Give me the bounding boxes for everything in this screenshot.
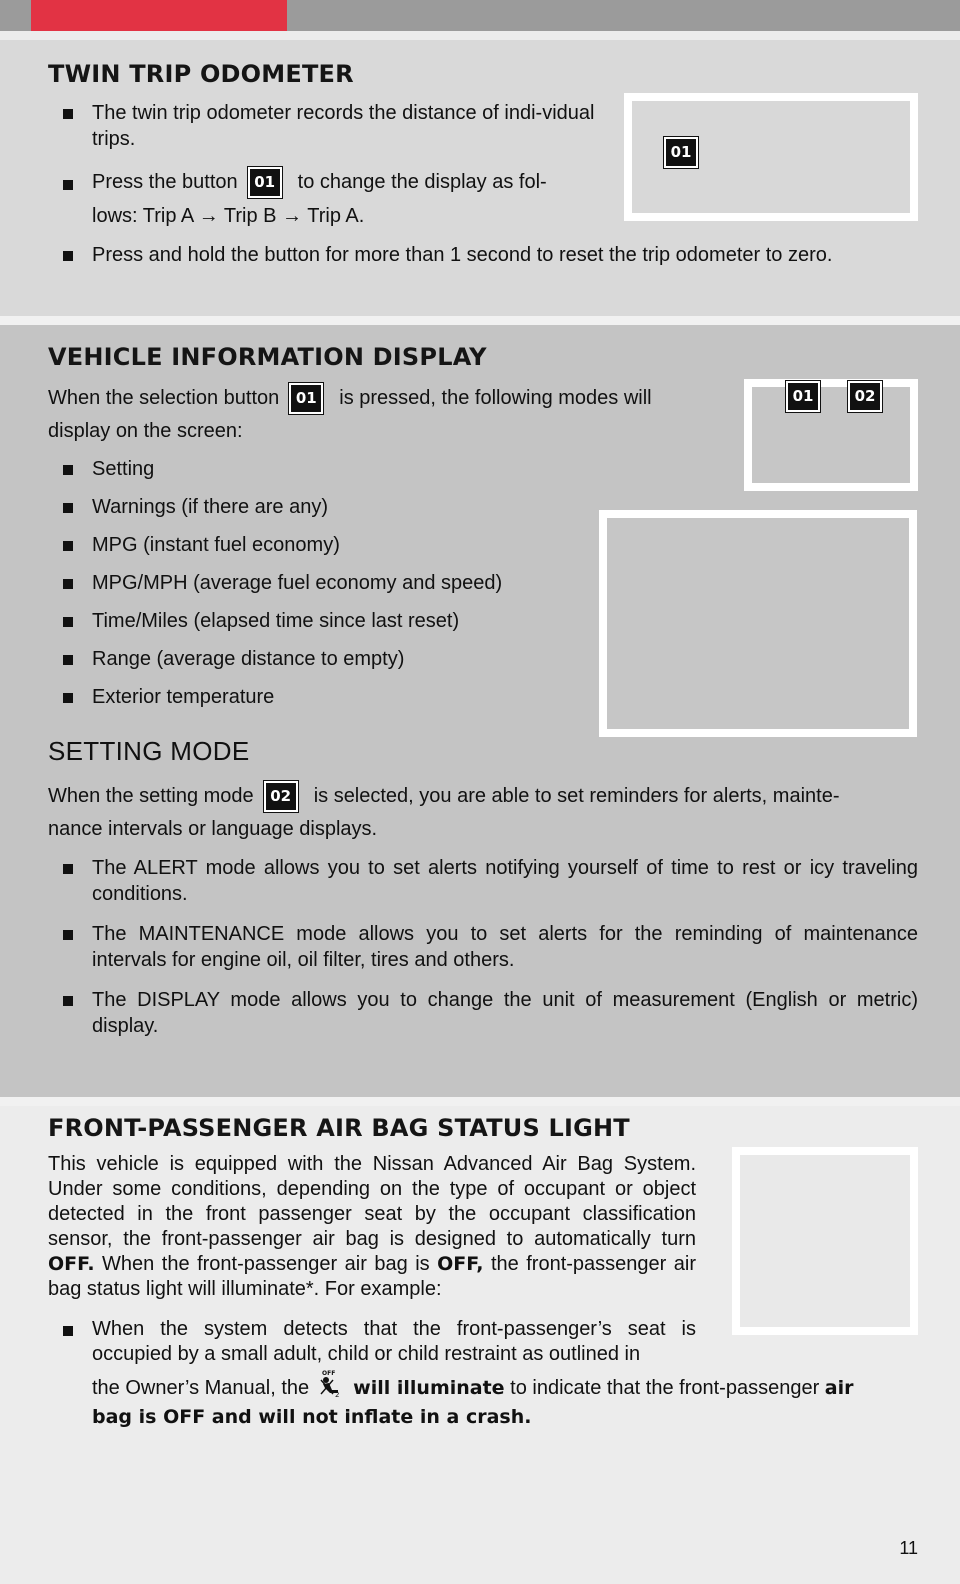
airbag-off-icon: [317, 1368, 343, 1409]
callout-02-badge: 02: [848, 381, 882, 412]
list-item: MPG (instant fuel economy): [58, 532, 340, 558]
callout-01-badge: 01: [664, 137, 698, 168]
list-item: Range (average distance to empty): [58, 646, 404, 672]
section-airbag: [0, 1106, 960, 1584]
bullet-icon: [63, 180, 73, 190]
list-item: The MAINTENANCE mode allows you to set alerts for the reminding of maintenance intervals for engine oil, oil filter, tires and others.: [58, 921, 918, 973]
bullet-icon: [63, 996, 73, 1006]
list-item: Exterior temperature: [58, 684, 274, 710]
intro-text: When the selection button 01 is pressed, the following modes will: [48, 383, 728, 414]
figure-selection-buttons: [744, 379, 918, 491]
intro-text-line2: display on the screen:: [48, 420, 243, 442]
top-bar: [0, 0, 960, 31]
figure-odometer-button: [624, 93, 918, 221]
airbag-paragraph: This vehicle is equipped with the Nissan Advanced Air Bag System. Under some conditions, depending on the type of occupant or object detected in the front passenger seat by the occupant classification sensor, the front-passenger air bag is designed to automatically turn OFF. When the front-passenger air bag is OFF, the front-passenger air bag status light will illuminate*. For example:: [48, 1153, 697, 1300]
bullet-icon: [63, 541, 73, 551]
figure-airbag-light: [732, 1147, 918, 1335]
airbag-bullet-continuation: the Owner’s Manual, the OFF 2 will illuminate to indicate that the front-passenger air: [92, 1368, 918, 1409]
bullet-icon: [63, 864, 73, 874]
bullet-icon: [63, 251, 73, 261]
top-bar-accent: [31, 0, 287, 31]
setting-mode-title: SETTING MODE: [48, 736, 250, 766]
figure-info-display: [599, 510, 917, 737]
list-item: The twin trip odometer records the distance of indi-vidual trips.: [58, 100, 598, 152]
list-item: Press the button 01 to change the display as fol- lows: Trip A → Trip B → Trip A.: [58, 167, 618, 229]
callout-01-badge: 01: [786, 381, 820, 412]
svg-text:OFF: OFF: [322, 1370, 336, 1377]
section-vehicle-info: [0, 325, 960, 1097]
button-01-badge: 01: [289, 383, 323, 414]
divider: [0, 316, 960, 325]
section-title: TWIN TRIP ODOMETER: [48, 60, 354, 88]
bullet-icon: [63, 579, 73, 589]
button-01-badge: 01: [248, 167, 282, 198]
list-item: Time/Miles (elapsed time since last reset): [58, 608, 459, 634]
list-item: The DISPLAY mode allows you to change the unit of measurement (English or metric) display.: [58, 987, 918, 1039]
list-item: The ALERT mode allows you to set alerts notifying yourself of time to rest or icy traveling conditions.: [58, 855, 918, 907]
list-item: Warnings (if there are any): [58, 494, 328, 520]
list-item: When the system detects that the front-passenger’s seat is occupied by a small adult, child or child restraint as outlined in: [58, 1317, 696, 1367]
bullet-icon: [63, 655, 73, 665]
setting-text-line2: nance intervals or language displays.: [48, 818, 378, 840]
section-title: VEHICLE INFORMATION DISPLAY: [48, 343, 487, 371]
bullet-icon: [63, 930, 73, 940]
section-title: FRONT-PASSENGER AIR BAG STATUS LIGHT: [48, 1114, 630, 1142]
bullet-icon: [63, 109, 73, 119]
section-odometer: [0, 40, 960, 316]
list-item: Press and hold the button for more than 1 second to reset the trip odometer to zero.: [58, 242, 938, 268]
list-item: Setting: [58, 456, 154, 482]
bullet-icon: [63, 503, 73, 513]
setting-text: When the setting mode 02 is selected, you are able to set reminders for alerts, mainte-: [48, 781, 918, 812]
bullet-icon: [63, 693, 73, 703]
bullet-icon: [63, 465, 73, 475]
list-item: MPG/MPH (average fuel economy and speed): [58, 570, 502, 596]
button-02-badge: 02: [264, 781, 298, 812]
svg-text:2: 2: [335, 1391, 340, 1398]
bullet-icon: [63, 617, 73, 627]
divider: [0, 1097, 960, 1106]
bullet-icon: [63, 1326, 73, 1336]
airbag-bullet-bold-end: bag is OFF and will not inflate in a crash.: [92, 1406, 532, 1428]
page-number: 11: [899, 1538, 918, 1558]
